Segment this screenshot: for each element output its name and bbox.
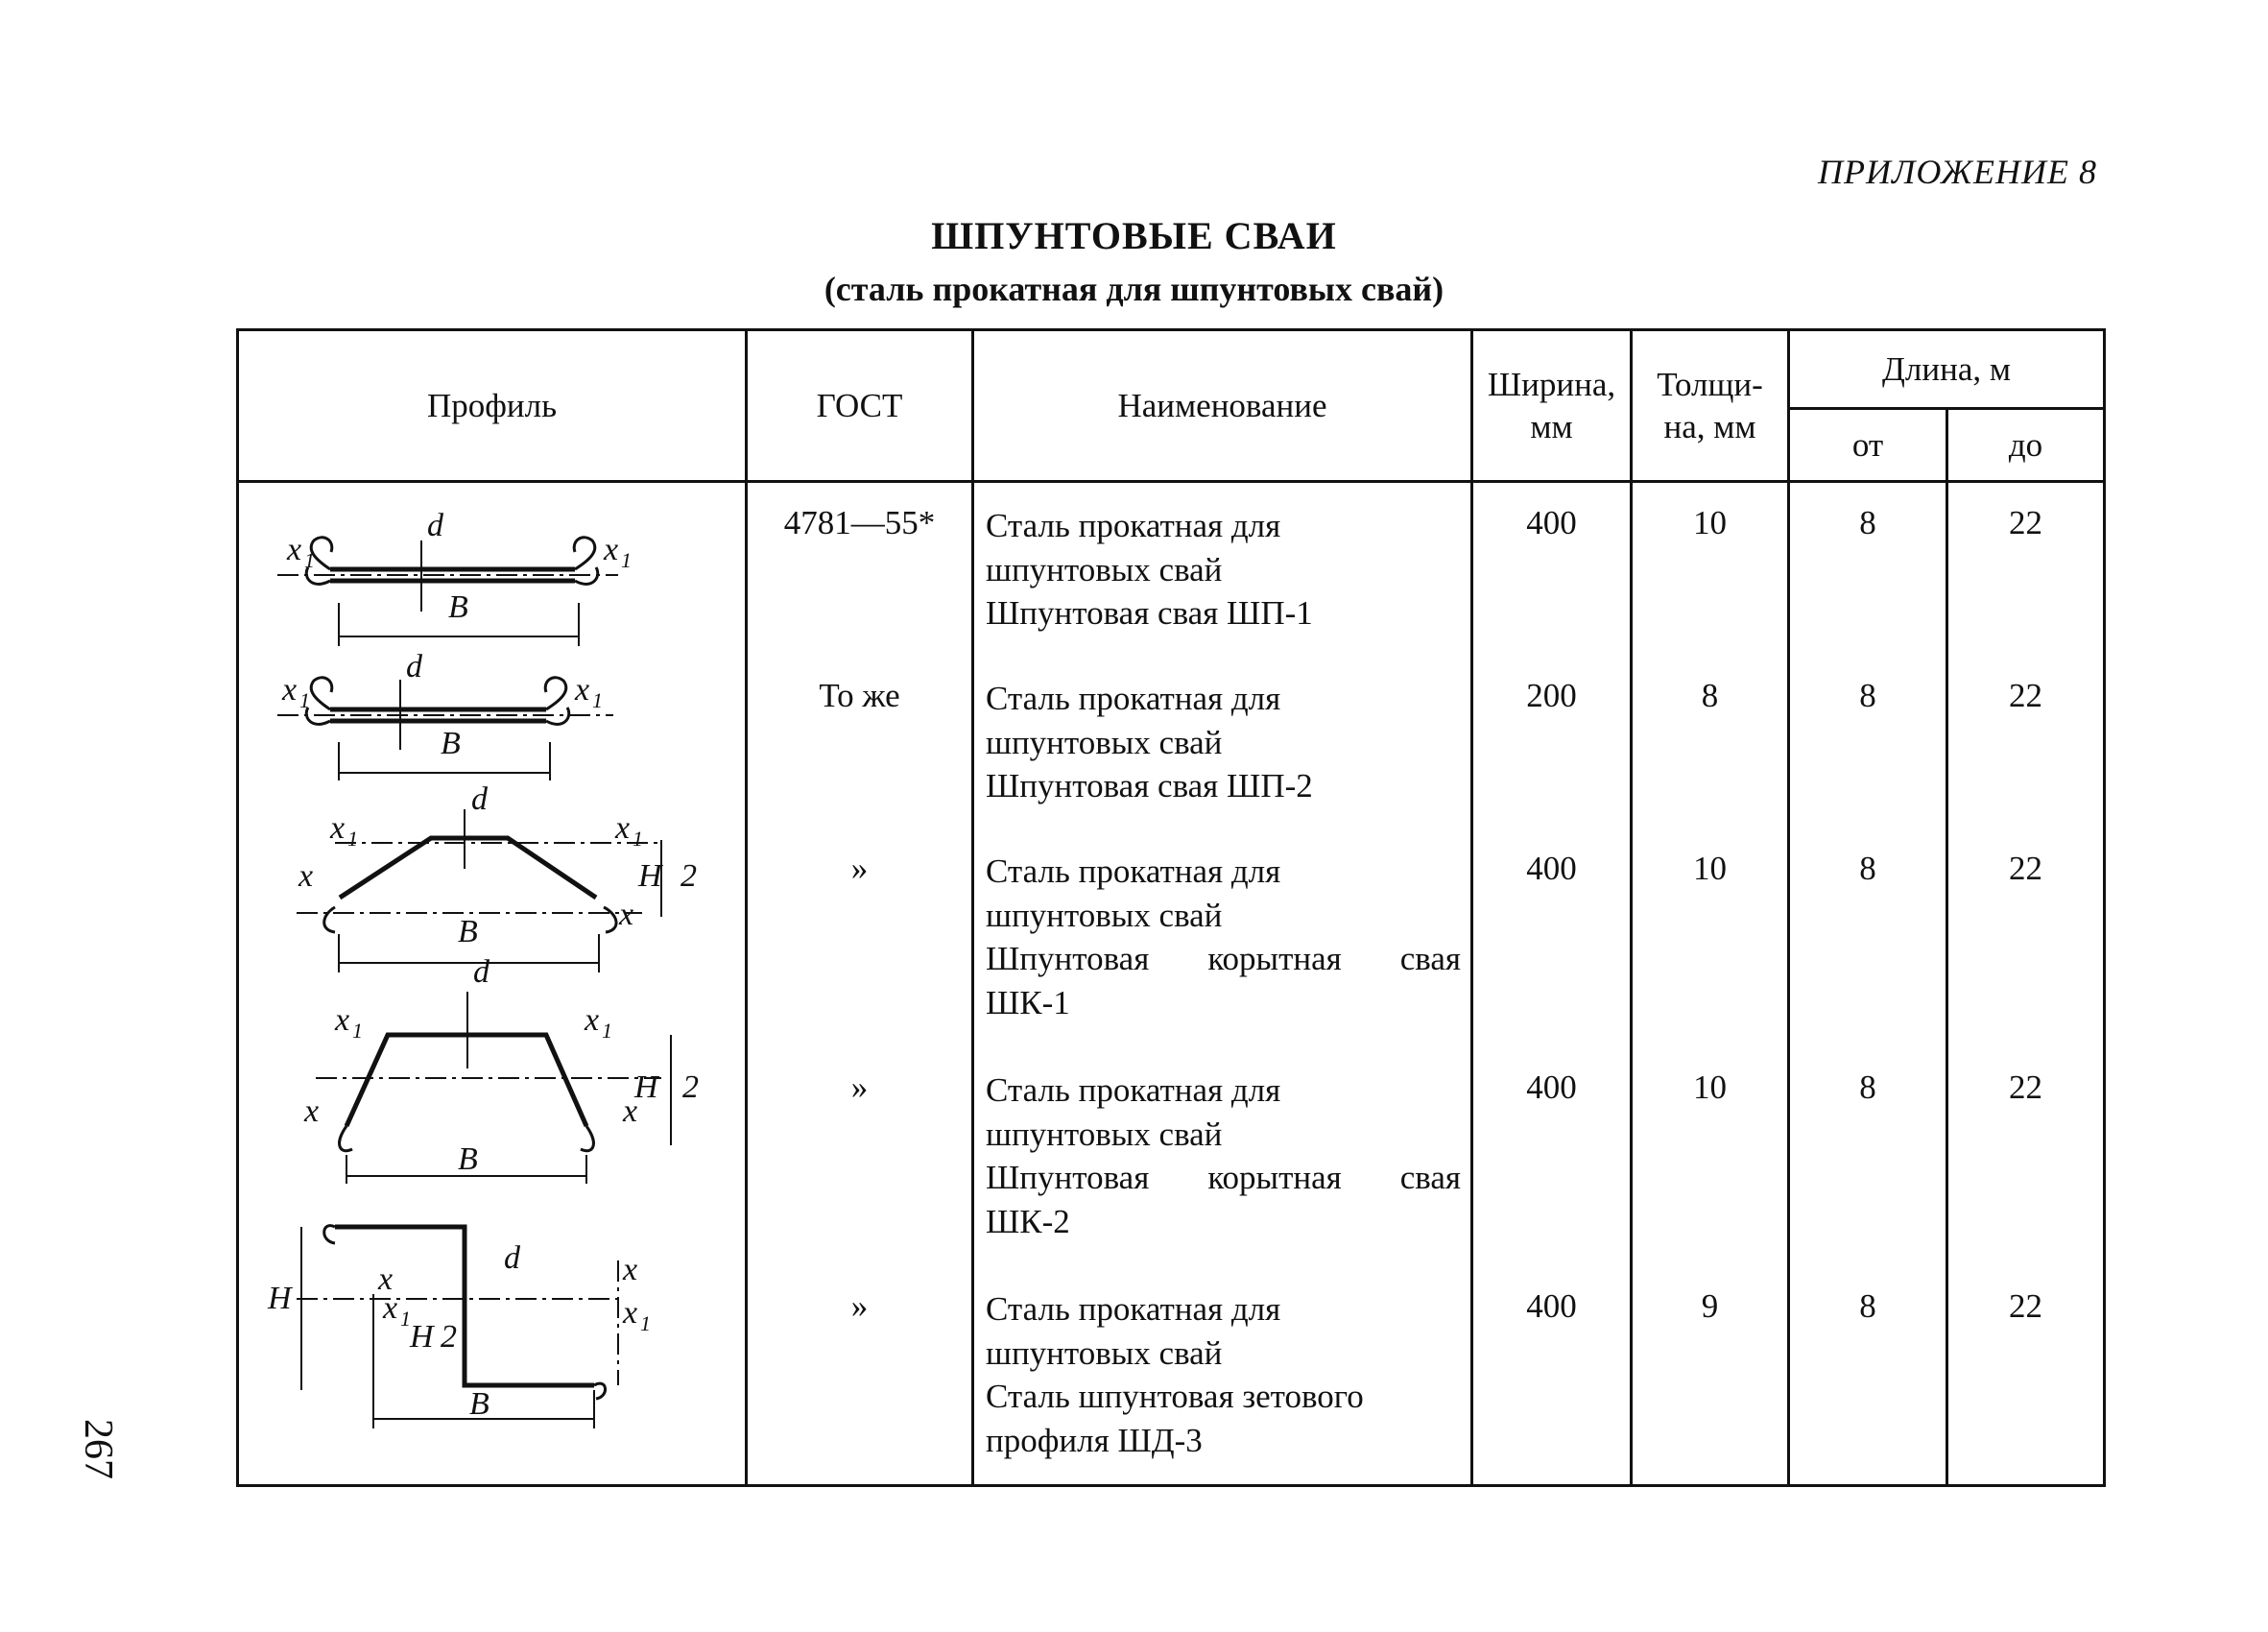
gost-row-5: » [850,1287,869,1325]
name-row-4-line2: шпунтовых свай [986,1115,1223,1153]
label-sub1-left-r4: 1 [352,1019,363,1043]
label-d-r5: d [504,1240,520,1276]
label-h-r5: H [268,1281,292,1316]
thickness-row-3: 10 [1693,850,1727,887]
label-b-r3: B [458,914,478,949]
name-row-4-line1: Сталь прокатная для [986,1071,1281,1109]
name-row-3-line1: Сталь прокатная для [986,852,1281,890]
label-x-right-r4: x [623,1093,638,1129]
header-thickness-line1: Толщи- [1657,365,1763,403]
label-b-r1: B [448,589,468,625]
label-x-left-r3: x [298,858,314,894]
length-from-row-3: 8 [1859,850,1876,887]
label-half-r3: 2 [680,858,697,894]
page-subtitle: (сталь прокатная для шпунтовых свай) [824,270,1444,308]
label-b-r4: B [458,1141,478,1177]
header-length-to: до [1947,409,2105,482]
name-row-4-line4: ШК-2 [986,1202,1070,1240]
gost-column [747,482,973,1486]
label-x-left-r4: x [304,1093,320,1129]
name-row-5-line1: Сталь прокатная для [986,1290,1281,1328]
length-from-column [1789,482,1947,1486]
label-sub1-right-r2: 1 [592,688,603,712]
width-row-1: 400 [1526,504,1577,541]
label-sub1-left-r5: 1 [400,1307,411,1331]
name-row-3-line3: Шпунтовая корытная свая [986,940,1461,977]
length-to-row-5: 22 [2009,1287,2042,1325]
label-x1-left-r2: x [282,672,298,708]
label-h-half-r5: H [410,1319,434,1355]
header-name: Наименование [973,330,1472,482]
label-sub1-right-r4: 1 [602,1019,612,1043]
header-width-line1: Ширина, [1487,365,1616,403]
thickness-row-4: 10 [1693,1068,1727,1106]
thickness-row-2: 8 [1701,677,1719,714]
header-profile: Профиль [238,330,747,482]
page-title: ШПУНТОВЫЕ СВАИ [931,214,1337,257]
profile-drawings-cell [238,482,747,1486]
header-thickness [1632,330,1789,482]
length-to-row-4: 22 [2009,1068,2042,1106]
name-row-3-line2: шпунтовых свай [986,896,1223,934]
label-half-r4: 2 [682,1069,699,1105]
label-sub1-right-r1: 1 [621,548,632,572]
name-row-5-line4: профиля ШД-3 [986,1421,1203,1459]
header-width [1472,330,1632,482]
header-thickness-line2: на, мм [1663,407,1756,445]
profile-drawings [239,483,748,1476]
header-gost: ГОСТ [747,330,973,482]
label-d-r2: d [406,649,422,684]
label-x1-right-r3: x [615,810,631,846]
label-d-r1: d [427,508,443,543]
sheet-piles-table [236,328,2106,1487]
label-x1-right-r5: x [623,1295,638,1331]
name-row-2 [974,656,1470,828]
label-x1-right-r1: x [604,532,619,567]
width-column [1472,482,1632,1486]
header-length-from: от [1789,409,1947,482]
label-sub1-left-r1: 1 [304,548,315,572]
gost-row-3: » [850,850,869,887]
label-d-r4: d [473,954,489,990]
gost-row-1: 4781—55* [783,504,936,541]
profile-shk2-drawing [316,992,671,1184]
length-from-row-5: 8 [1859,1287,1876,1325]
label-half-r5: 2 [441,1319,457,1355]
label-x-right-r5: x [623,1252,638,1287]
label-h-r3: H [638,858,662,894]
label-sub1-left-r2: 1 [299,688,310,712]
name-row-5 [974,1266,1470,1484]
name-row-4-line3: Шпунтовая корытная свая [986,1159,1461,1196]
thickness-row-1: 10 [1693,504,1727,541]
thickness-column [1632,482,1789,1486]
label-h-r4: H [634,1069,658,1105]
label-b-r2: B [441,726,461,761]
label-x-right-r3: x [619,897,634,932]
width-row-3: 400 [1526,850,1577,887]
name-row-1-line1: Сталь прокатная для [986,507,1281,544]
name-row-1-line2: шпунтовых свай [986,550,1223,588]
gost-row-2: То же [819,677,900,714]
name-row-1-line3: Шпунтовая свая ШП-1 [986,594,1313,632]
width-row-4: 400 [1526,1068,1577,1106]
name-row-2-line2: шпунтовых свай [986,723,1223,761]
label-x-left-r5: x [378,1261,394,1297]
page-number: 267 [76,1419,120,1479]
appendix-label: ПРИЛОЖЕНИЕ 8 [1818,153,2097,191]
label-b-r5: B [469,1386,489,1422]
label-x1-left-r1: x [287,532,302,567]
name-row-3-line4: ШК-1 [986,983,1070,1021]
gost-row-4: » [850,1068,869,1106]
length-to-column [1947,482,2105,1486]
name-column [973,482,1472,1486]
name-row-3 [974,828,1470,1047]
label-x1-left-r5: x [383,1290,398,1326]
header-length: Длина, м [1789,330,2105,409]
label-x1-right-r2: x [575,672,590,708]
header-width-line2: мм [1530,407,1573,445]
name-row-2-line3: Шпунтовая свая ШП-2 [986,767,1313,804]
name-row-1 [974,483,1470,656]
label-x1-right-r4: x [585,1002,600,1038]
width-row-2: 200 [1526,677,1577,714]
label-d-r3: d [471,781,488,817]
length-from-row-2: 8 [1859,677,1876,714]
name-row-2-line1: Сталь прокатная для [986,680,1281,717]
length-from-row-4: 8 [1859,1068,1876,1106]
label-sub1-right-r5: 1 [640,1311,651,1335]
length-from-row-1: 8 [1859,504,1876,541]
name-row-5-line2: шпунтовых свай [986,1333,1223,1372]
label-x1-left-r4: x [335,1002,350,1038]
name-row-5-line3: Сталь шпунтовая зетового [986,1378,1364,1415]
label-sub1-left-r3: 1 [347,827,358,851]
length-to-row-2: 22 [2009,677,2042,714]
width-row-5: 400 [1526,1287,1577,1325]
label-sub1-right-r3: 1 [633,827,643,851]
thickness-row-5: 9 [1701,1287,1719,1325]
name-row-4 [974,1047,1470,1266]
label-x1-left-r3: x [330,810,346,846]
profile-shd3-drawing [297,1226,618,1428]
length-to-row-3: 22 [2009,850,2042,887]
length-to-row-1: 22 [2009,504,2042,541]
